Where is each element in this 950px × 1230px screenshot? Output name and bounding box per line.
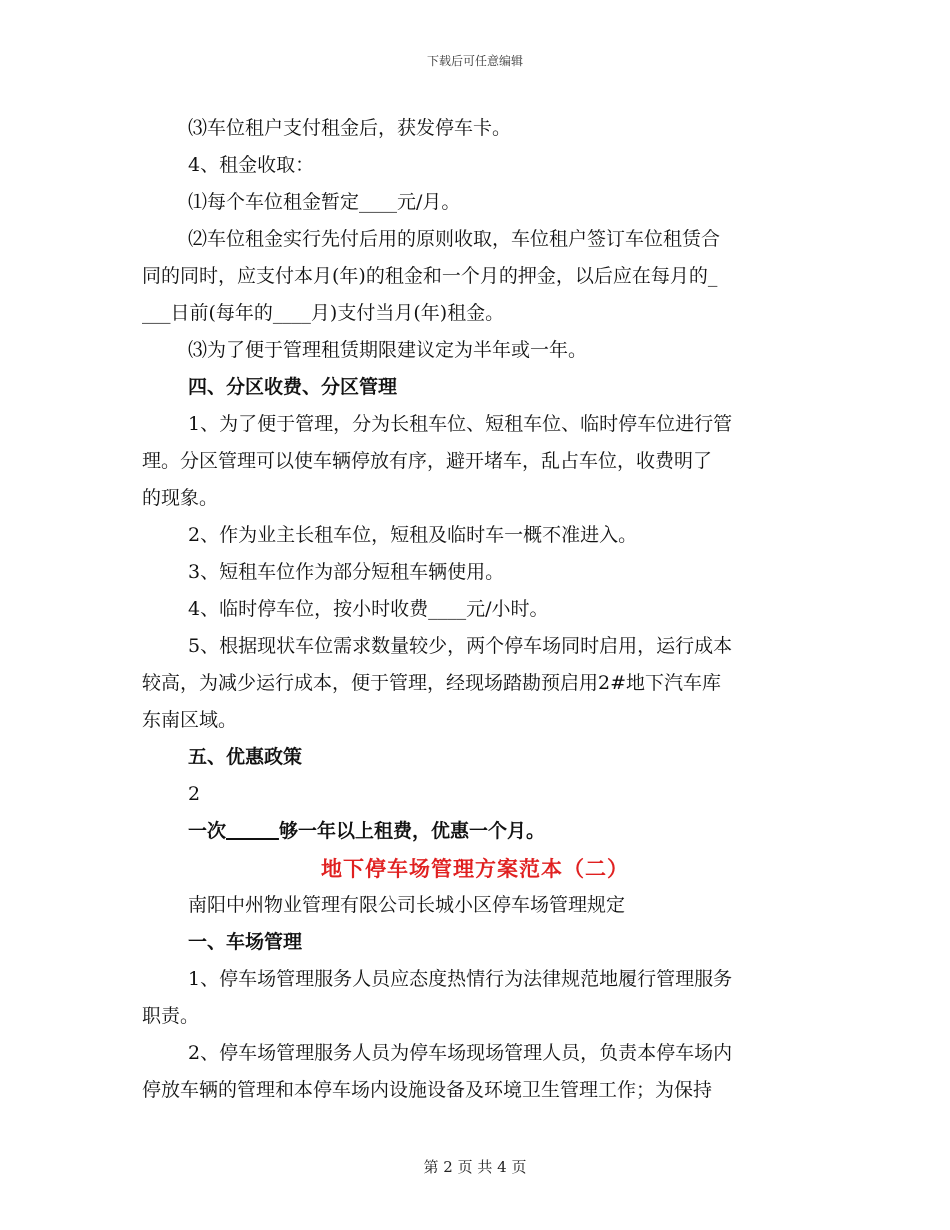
paragraph-line: 5、根据现状车位需求数量较少，两个停车场同时启用，运行成本 — [188, 635, 733, 657]
paragraph-line: 南阳中州物业管理有限公司长城小区停车场管理规定 — [188, 894, 626, 916]
discount-blank — [226, 820, 279, 842]
paragraph-line: 2、停车场管理服务人员为停车场现场管理人员，负责本停车场内 — [188, 1042, 733, 1064]
paragraph-line: 3、短租车位作为部分短租车辆使用。 — [188, 561, 505, 583]
section-heading: 五、优惠政策 — [188, 746, 303, 768]
paragraph-line: ⑶车位租户支付租金后，获发停车卡。 — [188, 117, 512, 139]
paragraph-line: 东南区域。 — [142, 709, 238, 731]
paragraph-line: 较高，为减少运行成本，便于管理，经现场踏勘预启用2#地下汽车库 — [142, 672, 722, 694]
section-heading: 一、车场管理 — [188, 931, 303, 953]
paragraph-line: 同的同时，应支付本月(年)的租金和一个月的押金，以后应在每月的_ — [142, 265, 718, 287]
paragraph-line: 4、租金收取： — [188, 154, 315, 176]
paragraph-line: 1、为了便于管理，分为长租车位、短租车位、临时停车位进行管 — [188, 413, 733, 435]
section-title: 地下停车场管理方案范本（二） — [321, 856, 629, 881]
page-footer: 第 2 页 共 4 页 — [423, 1158, 527, 1176]
paragraph-line: 1、停车场管理服务人员应态度热情行为法律规范地履行管理服务 — [188, 968, 733, 990]
paragraph-line: 2、作为业主长租车位，短租及临时车一概不准进入。 — [188, 524, 638, 546]
paragraph-line: 停放车辆的管理和本停车场内设施设备及环境卫生管理工作；为保持 — [142, 1079, 713, 1101]
paragraph-line: ⑴每个车位租金暂定____元/月。 — [188, 191, 461, 213]
paragraph-line: 职责。 — [142, 1005, 200, 1027]
section-heading: 四、分区收费、分区管理 — [188, 376, 398, 398]
paragraph-line: 4、临时停车位，按小时收费____元/小时。 — [188, 598, 549, 620]
paragraph-line: 2 — [188, 783, 201, 805]
paragraph-line: ⑶为了便于管理租赁期限建议定为半年或一年。 — [188, 339, 588, 361]
paragraph-line: 理。分区管理可以使车辆停放有序，避开堵车，乱占车位，收费明了 — [142, 450, 713, 472]
discount-prefix: 一次 — [188, 820, 227, 842]
discount-suffix: 够一年以上租费，优惠一个月。 — [278, 820, 545, 842]
paragraph-line: 的现象。 — [142, 487, 219, 509]
page-header: 下载后可任意编辑 — [426, 54, 523, 68]
paragraph-line: ___日前(每年的____月)支付当月(年)租金。 — [142, 302, 505, 324]
paragraph-line: ⑵车位租金实行先付后用的原则收取，车位租户签订车位租赁合 — [188, 228, 721, 250]
discount-line — [142, 813, 808, 850]
document-body — [142, 110, 808, 1109]
